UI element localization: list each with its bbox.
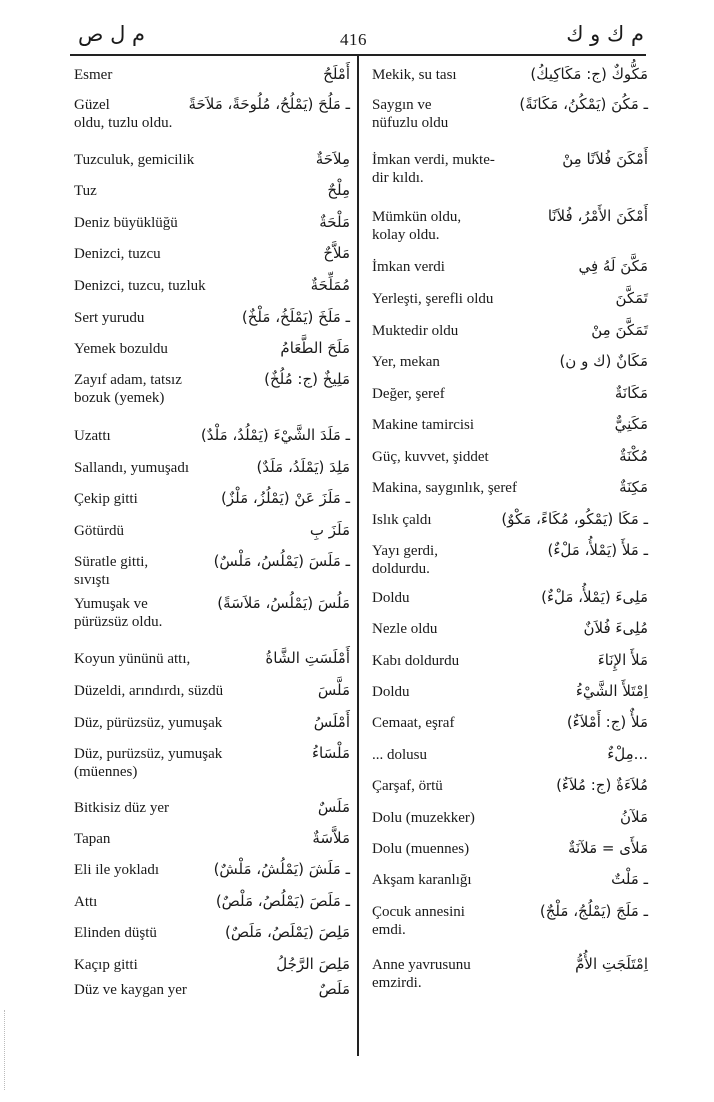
entry-translation: Tapan (74, 831, 111, 847)
dictionary-entry (74, 745, 350, 781)
entry-translation: Güzel (74, 97, 110, 113)
dictionary-entry (372, 652, 648, 670)
entry-arabic-headword: مَلَسٌ (317, 798, 350, 816)
dictionary-entry (74, 277, 350, 295)
entry-arabic-headword: أَمْكَنَ الأَمْرُ، فُلاَنًا (547, 207, 648, 225)
entry-arabic-headword: ـ مَلأَ (يَمْلأُ، مَلْءٌ) (547, 541, 648, 559)
entry-translation: Yemek bozuldu (74, 341, 168, 357)
dictionary-entry (74, 490, 350, 508)
entry-arabic-headword: ـ مَلَجَ (يَمْلُجُ، مَلْجٌ) (539, 902, 648, 920)
entry-arabic-headword: مِلاَحَةٌ (315, 150, 350, 168)
entry-translation: Mekik, su tası (372, 67, 457, 83)
dictionary-entry (74, 799, 350, 817)
dictionary-entry (372, 290, 648, 308)
dictionary-entry (74, 427, 350, 445)
entry-arabic-headword: اِمْتَلَجَتِ الأُمُّ (575, 955, 648, 973)
entry-translation: Islık çaldı (372, 512, 432, 528)
entry-arabic-headword: تَمَكَّنَ مِنْ (591, 321, 648, 339)
dictionary-entry (74, 96, 350, 132)
entry-translation-continued: (müennes) (74, 764, 138, 780)
dictionary-entry (372, 956, 648, 992)
dictionary-entry (74, 522, 350, 540)
entry-translation-continued: kolay oldu. (372, 227, 440, 243)
entry-translation: Zayıf adam, tatsız (74, 372, 182, 388)
entry-translation: Attı (74, 894, 98, 910)
entry-arabic-headword: مَلَصٌ (318, 980, 350, 998)
entry-arabic-headword: مَلَحَ الطَّعَامُ (280, 339, 350, 357)
entry-arabic-headword: مُمَلِّحَةٌ (310, 276, 350, 294)
entry-arabic-headword: مَكَنِيٌّ (614, 415, 648, 433)
entry-arabic-headword: مَلاَّسَةٌ (312, 829, 350, 847)
entry-translation: Dolu (muzekker) (372, 810, 475, 826)
entry-arabic-headword: ...مِلْءٌ (607, 745, 648, 763)
dictionary-entry (74, 340, 350, 358)
entry-arabic-headword: ـ مَلَسَ (يَمْلُسُ، مَلْسٌ) (213, 552, 350, 570)
entry-arabic-headword: مِلْحٌ (327, 181, 350, 199)
entry-translation: Yerleşti, şerefli oldu (372, 291, 494, 307)
entry-translation: Düz, purüzsüz, yumuşak (74, 746, 223, 762)
entry-arabic-headword: ـ مَلَدَ الشَّيْءَ (يَمْلُدُ، مَلْدٌ) (200, 426, 350, 444)
entry-arabic-headword: أَمْلَسَتِ الشَّاةُ (265, 649, 350, 667)
entry-translation: Dolu (muennes) (372, 841, 470, 857)
entry-arabic-headword: مَلأَ الإِنَاءَ (597, 651, 648, 669)
dictionary-entry (74, 924, 350, 942)
dictionary-entry (74, 214, 350, 232)
entry-translation: Koyun yününü attı, (74, 651, 191, 667)
entry-translation: ... dolusu (372, 747, 428, 763)
entry-arabic-headword: مُلِىءَ فُلاَنٌ (583, 619, 648, 637)
entry-translation: Götürdü (74, 523, 124, 539)
entry-translation: Yer, mekan (372, 354, 440, 370)
entry-arabic-headword: ـ مَلَزَ عَنْ (يَمْلُزُ، مَلْزٌ) (220, 489, 350, 507)
dictionary-entry (372, 208, 648, 244)
entry-translation: Mümkün oldu, (372, 209, 462, 225)
entry-translation-continued: sıvıştı (74, 572, 110, 588)
entry-translation: Cemaat, eşraf (372, 715, 455, 731)
dictionary-entry (74, 66, 350, 84)
entry-translation-continued: doldurdu. (372, 561, 430, 577)
entry-translation: Tuzculuk, gemicilik (74, 152, 195, 168)
entry-arabic-headword: أَمْلَحُ (323, 65, 350, 83)
entry-arabic-headword: مُكْنَةٌ (619, 447, 648, 465)
entry-translation: Yumuşak ve (74, 596, 148, 612)
column-divider (357, 56, 359, 1056)
page-number: 416 (340, 30, 367, 49)
entry-translation: Düz ve kaygan yer (74, 982, 187, 998)
dictionary-entry (74, 371, 350, 407)
dictionary-entry (74, 309, 350, 327)
entry-translation: Esmer (74, 67, 113, 83)
dictionary-entry (74, 650, 350, 668)
entry-translation: Makine tamircisi (372, 417, 475, 433)
dictionary-entry (372, 683, 648, 701)
entry-translation-continued: emzirdi. (372, 975, 422, 991)
dictionary-entry (74, 956, 350, 974)
entry-arabic-headword: مَلِصَ الرَّجُلُ (276, 955, 350, 973)
dictionary-entry (372, 322, 648, 340)
header-letters-left: م ل ص (78, 22, 145, 46)
dictionary-entry (74, 553, 350, 589)
entry-arabic-headword: تَمَكَّنَ (615, 289, 648, 307)
dictionary-entry (372, 385, 648, 403)
entry-arabic-headword: مَكِنَةٌ (619, 478, 648, 496)
entry-arabic-headword: مَلِدَ (يَمْلَدُ، مَلَدٌ) (256, 458, 350, 476)
entry-translation: Muktedir oldu (372, 323, 459, 339)
entry-translation-continued: bozuk (yemek) (74, 390, 165, 406)
entry-arabic-headword: ـ مَكَا (يَمْكُو، مُكَاءً، مَكْوٌ) (501, 510, 648, 528)
entry-arabic-headword: أَمْلَسُ (313, 713, 350, 731)
entry-arabic-headword: مَلْحَةٌ (319, 213, 350, 231)
entry-arabic-headword: مَلاَّحٌ (323, 244, 350, 262)
entry-translation: Süratle gitti, (74, 554, 149, 570)
dictionary-entry (372, 353, 648, 371)
entry-arabic-headword: ـ مَلُحَ (يَمْلُحُ، مُلُوحَةً، مَلاَحَةً (188, 95, 350, 113)
entry-translation-continued: nüfuzlu oldu (372, 115, 449, 131)
entry-arabic-headword: مَكَانَةٌ (614, 384, 648, 402)
entry-arabic-headword: مَلآنُ (619, 808, 648, 826)
dictionary-entry (372, 809, 648, 827)
entry-translation: Güç, kuvvet, şiddet (372, 449, 489, 465)
entry-translation: Nezle oldu (372, 621, 438, 637)
header-letters-right: م ك و ك (566, 22, 644, 46)
dictionary-entry (74, 182, 350, 200)
entry-translation-continued: oldu, tuzlu oldu. (74, 115, 173, 131)
entry-translation: Doldu (372, 684, 410, 700)
entry-translation-continued: emdi. (372, 922, 406, 938)
entry-translation: Değer, şeref (372, 386, 445, 402)
entry-translation: Çocuk annesini (372, 904, 465, 920)
entry-translation: Yayı gerdi, (372, 543, 438, 559)
dictionary-entry (74, 595, 350, 631)
entry-translation-continued: dir kıldı. (372, 170, 424, 186)
entry-arabic-headword: ـ مَلَخَ (يَمْلَخُ، مَلْخٌ) (241, 308, 350, 326)
entry-translation: Denizci, tuzcu (74, 246, 161, 262)
entry-arabic-headword: مَلأَى = مَلآنَةٌ (567, 839, 648, 857)
dictionary-entry (74, 151, 350, 169)
entry-arabic-headword: مَكَّنَ لَهُ فِي (578, 257, 648, 275)
entry-translation: Sallandı, yumuşadı (74, 460, 189, 476)
entry-translation: Makina, saygınlık, şeref (372, 480, 517, 496)
entry-arabic-headword: مَكُّوكٌ (ج: مَكَاكِيكُ) (530, 65, 648, 83)
dictionary-entry (372, 620, 648, 638)
dictionary-entry (372, 258, 648, 276)
entry-arabic-headword: أَمْكَنَ فُلاَنًا مِنْ (562, 150, 648, 168)
entry-arabic-headword: مَلْسَاءُ (311, 744, 350, 762)
entry-arabic-headword: مَلِىءَ (يَمْلأُ، مَلْءٌ) (541, 588, 648, 606)
entry-arabic-headword: ـ مَكُنَ (يَمْكُنُ، مَكَانَةً) (519, 95, 648, 113)
dictionary-entry (372, 96, 648, 132)
entry-arabic-headword: مُلاَءَةٌ (ج: مُلاَءٌ) (556, 776, 648, 794)
dictionary-entry (372, 151, 648, 187)
entry-translation: Kaçıp gitti (74, 957, 138, 973)
entry-arabic-headword: ـ مَلَصَ (يَمْلُصُ، مَلْصٌ) (215, 892, 350, 910)
entry-arabic-headword: مَلِيخٌ (ج: مُلُخٌ) (264, 370, 350, 388)
dictionary-entry (372, 714, 648, 732)
entry-arabic-headword: اِمْتَلأَ الشَّيْءُ (575, 682, 648, 700)
entry-translation: Saygın ve (372, 97, 432, 113)
dictionary-entry (372, 746, 648, 764)
entry-arabic-headword: مَلُسَ (يَمْلُسُ، مَلاَسَةً) (217, 594, 350, 612)
entry-arabic-headword: ـ مَلْتٌ (611, 870, 648, 888)
dictionary-entry (74, 459, 350, 477)
entry-translation: Düzeldi, arındırdı, süzdü (74, 683, 224, 699)
entry-translation: Denizci, tuzcu, tuzluk (74, 278, 206, 294)
dictionary-entry (372, 511, 648, 529)
entry-translation: İmkan verdi, mukte- (372, 152, 495, 168)
entry-translation: Elinden düştü (74, 925, 157, 941)
entry-translation: Uzattı (74, 428, 111, 444)
entry-translation: Çarşaf, örtü (372, 778, 443, 794)
entry-arabic-headword: مَلِصَ (يَمْلَصُ، مَلَصٌ) (224, 923, 350, 941)
entry-arabic-headword: مَلَّسَ (317, 681, 350, 699)
entry-translation: İmkan verdi (372, 259, 445, 275)
entry-arabic-headword: مَلأٌ (ج: أَمْلاَءٌ) (566, 713, 648, 731)
dictionary-entry (74, 981, 350, 999)
dictionary-entry (372, 542, 648, 578)
dictionary-entry (372, 777, 648, 795)
entry-translation: Düz, pürüzsüz, yumuşak (74, 715, 223, 731)
entry-translation: Bitkisiz düz yer (74, 800, 169, 816)
entry-arabic-headword: ـ مَلَشَ (يَمْلُشُ، مَلْشٌ) (213, 860, 350, 878)
entry-translation: Deniz büyüklüğü (74, 215, 178, 231)
dictionary-entry (74, 893, 350, 911)
dictionary-entry (372, 66, 648, 84)
dictionary-entry (372, 448, 648, 466)
entry-arabic-headword: مَكَانٌ (ك و ن) (559, 352, 648, 370)
dictionary-entry (372, 479, 648, 497)
dictionary-entry (74, 830, 350, 848)
dictionary-entry (74, 861, 350, 879)
entry-translation: Akşam karanlığı (372, 872, 472, 888)
entry-translation: Çekip gitti (74, 491, 138, 507)
entry-arabic-headword: مَلَزَ بِ (309, 521, 350, 539)
dictionary-entry (372, 840, 648, 858)
dictionary-entry (74, 245, 350, 263)
entry-translation: Sert yurudu (74, 310, 145, 326)
dictionary-entry (372, 416, 648, 434)
dictionary-entry (372, 903, 648, 939)
dictionary-entry (372, 871, 648, 889)
entry-translation: Doldu (372, 590, 410, 606)
dictionary-entry (74, 682, 350, 700)
scan-margin-dots (4, 1010, 15, 1090)
dictionary-entry (74, 714, 350, 732)
dictionary-entry (372, 589, 648, 607)
entry-translation-continued: pürüzsüz oldu. (74, 614, 163, 630)
entry-translation: Eli ile yokladı (74, 862, 159, 878)
entry-translation: Tuz (74, 183, 97, 199)
entry-translation: Anne yavrusunu (372, 957, 471, 973)
entry-translation: Kabı doldurdu (372, 653, 460, 669)
